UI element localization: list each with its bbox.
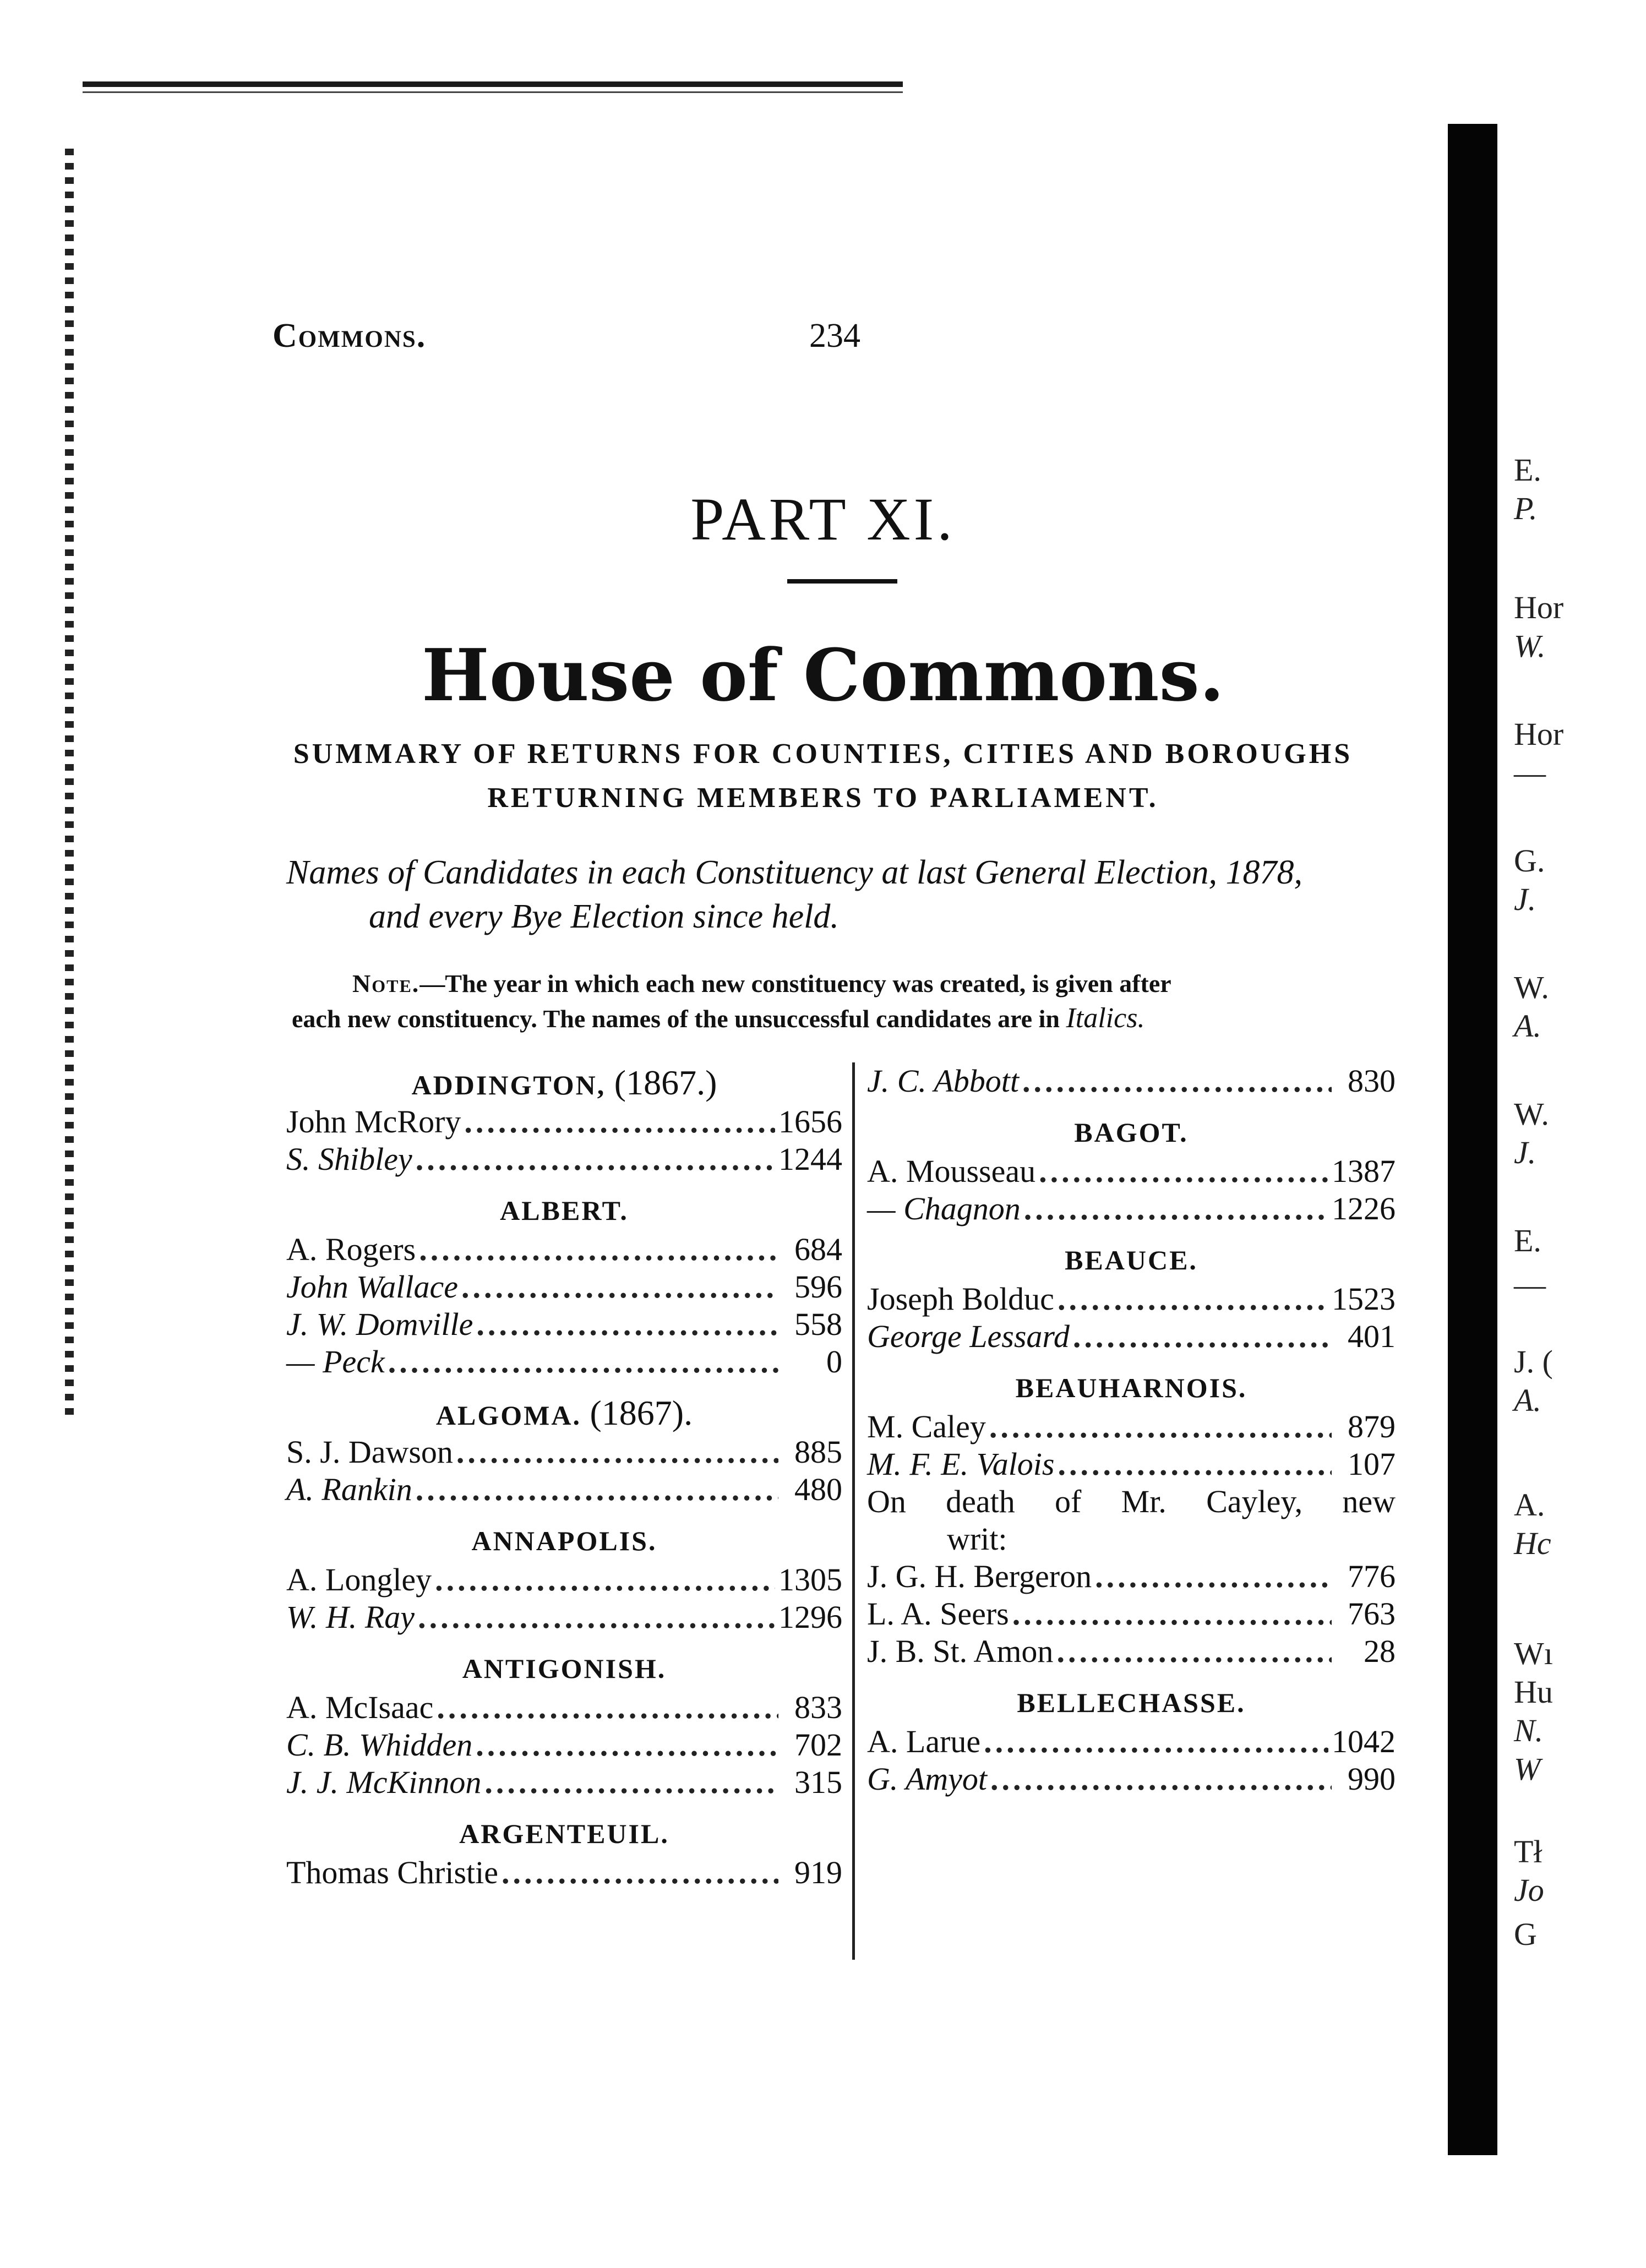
candidate-row: A. Longley ..... 1305 bbox=[286, 1561, 842, 1599]
margin-fragment: A. bbox=[1514, 1008, 1541, 1044]
margin-fragment: Hc bbox=[1514, 1525, 1551, 1561]
constituency-heading: BAGOT. bbox=[1074, 1117, 1189, 1148]
constituency-albert bbox=[286, 1190, 842, 1381]
margin-fragment: Hor bbox=[1514, 590, 1564, 625]
margin-fragment: Wı bbox=[1514, 1635, 1553, 1671]
section-title: House of Commons. bbox=[421, 633, 1225, 717]
candidate-row: A. Rogers ..... 684 bbox=[286, 1231, 842, 1268]
constituency-beauharnois bbox=[867, 1367, 1396, 1670]
margin-fragment: Tł bbox=[1514, 1834, 1543, 1869]
candidate-row: George Lessard ..... 401 bbox=[867, 1318, 1396, 1355]
candidate-row: J. C. Abbott ..... 830 bbox=[867, 1062, 1396, 1100]
margin-fragment: E. bbox=[1514, 1223, 1541, 1258]
constituency-heading: ANNAPOLIS. bbox=[471, 1525, 657, 1556]
candidate-row: A. Larue ..... 1042 bbox=[867, 1723, 1396, 1760]
constituency-annapolis bbox=[286, 1520, 842, 1636]
margin-fragment: J. bbox=[1514, 881, 1536, 917]
candidate-row: John McRory ..... 1656 bbox=[286, 1103, 842, 1141]
margin-fragment: W. bbox=[1514, 969, 1549, 1005]
candidate-row: G. Amyot ..... 990 bbox=[867, 1760, 1396, 1798]
candidate-row: S. J. Dawson ..... 885 bbox=[286, 1433, 842, 1471]
margin-fragment: Hor bbox=[1514, 716, 1564, 752]
part-title: PART XI. bbox=[690, 486, 956, 553]
page-number: 234 bbox=[809, 317, 860, 355]
candidate-row: S. Shibley ..... 1244 bbox=[286, 1141, 842, 1178]
constituency-antigonish bbox=[286, 1648, 842, 1801]
candidate-row: J. G. H. Bergeron ..... 776 bbox=[867, 1558, 1396, 1595]
top-border-rule bbox=[83, 81, 903, 87]
margin-fragment: P. bbox=[1514, 490, 1538, 526]
names-note-line-2: and every Bye Election since held. bbox=[369, 898, 839, 935]
constituency-bellechasse bbox=[867, 1682, 1396, 1798]
margin-fragment: A. bbox=[1514, 1382, 1541, 1418]
constituency-argenteuil bbox=[286, 1813, 842, 1891]
summary-heading-line-2: RETURNING MEMBERS TO PARLIAMENT. bbox=[487, 782, 1159, 814]
candidate-row: A. Mousseau ..... 1387 bbox=[867, 1153, 1396, 1190]
candidate-row: J. J. McKinnon ..... 315 bbox=[286, 1764, 842, 1801]
names-note-line-1: Names of Candidates in each Constituency at last General Election, 1878, bbox=[286, 854, 1302, 891]
candidate-row: J. B. St. Amon ..... 28 bbox=[867, 1633, 1396, 1670]
candidate-row: — Peck ..... 0 bbox=[286, 1343, 842, 1381]
candidate-row: J. W. Domville ..... 558 bbox=[286, 1306, 842, 1343]
constituency-beauce bbox=[867, 1240, 1396, 1355]
constituency-bagot bbox=[867, 1112, 1396, 1228]
margin-fragment: Hu bbox=[1514, 1674, 1553, 1710]
margin-fragment: G. bbox=[1514, 843, 1545, 879]
constituency-heading: BEAUCE. bbox=[1065, 1245, 1198, 1275]
facing-page-gutter-shadow bbox=[1448, 124, 1497, 2155]
constituency-heading: ALGOMA. (1867). bbox=[435, 1393, 693, 1432]
running-head-left: Commons. bbox=[272, 317, 427, 355]
margin-fragment: Jo bbox=[1514, 1872, 1544, 1908]
note-line-1-text: —The year in which each new constituency was created, is given after bbox=[419, 969, 1171, 997]
candidate-row: A. McIsaac ..... 833 bbox=[286, 1689, 842, 1726]
constituency-heading: BEAUHARNOIS. bbox=[1015, 1372, 1247, 1403]
margin-fragment: J. bbox=[1514, 1135, 1536, 1170]
left-column bbox=[286, 1062, 842, 1904]
candidate-row: A. Rankin ..... 480 bbox=[286, 1471, 842, 1508]
margin-fragment: E. bbox=[1514, 452, 1541, 488]
margin-fragment: W. bbox=[1514, 1096, 1549, 1132]
right-column bbox=[867, 1062, 1396, 1810]
margin-fragment: N. bbox=[1514, 1713, 1544, 1748]
top-border-rule-thin bbox=[83, 91, 903, 93]
note-line-2 bbox=[292, 1002, 1144, 1034]
candidate-row: Joseph Bolduc ..... 1523 bbox=[867, 1280, 1396, 1318]
constituency-addington bbox=[286, 1062, 842, 1178]
note-line-1 bbox=[352, 969, 1171, 998]
constituency-heading: ALBERT. bbox=[500, 1195, 629, 1226]
margin-fragment: J. ( bbox=[1514, 1344, 1553, 1380]
constituency-heading: BELLECHASSE. bbox=[1017, 1687, 1246, 1718]
title-rule bbox=[787, 579, 897, 584]
column-divider bbox=[852, 1062, 855, 1960]
constituency-heading: ADDINGTON, (1867.) bbox=[411, 1063, 717, 1102]
summary-heading-line-1: SUMMARY OF RETURNS FOR COUNTIES, CITIES AND BOROUGHS bbox=[293, 738, 1353, 770]
margin-fragment: A. bbox=[1514, 1487, 1545, 1523]
constituency-heading: ARGENTEUIL. bbox=[459, 1818, 669, 1849]
margin-fragment: G bbox=[1514, 1916, 1537, 1952]
candidate-row: M. F. E. Valois ..... 107 bbox=[867, 1446, 1396, 1483]
candidate-row: C. B. Whidden ..... 702 bbox=[286, 1726, 842, 1764]
note-italics-word: Italics. bbox=[1066, 1002, 1145, 1034]
margin-fragment: — bbox=[1514, 755, 1546, 790]
bye-election-note-line-2: writ: bbox=[947, 1521, 1007, 1557]
margin-fragment: — bbox=[1514, 1267, 1546, 1302]
note-lead: Note. bbox=[352, 969, 420, 997]
candidate-row: John Wallace ..... 596 bbox=[286, 1268, 842, 1306]
margin-fragment: W. bbox=[1514, 628, 1546, 664]
bye-election-note-line-1: On death of Mr. Cayley, new bbox=[867, 1484, 1396, 1519]
constituency-algoma bbox=[286, 1393, 842, 1508]
constituency-heading: ANTIGONISH. bbox=[462, 1653, 667, 1684]
note-line-2-text: each new constituency. The names of the unsuccessful candidates are in bbox=[292, 1005, 1060, 1033]
candidate-row: Thomas Christie ..... 919 bbox=[286, 1854, 842, 1891]
margin-fragment: W bbox=[1514, 1751, 1541, 1787]
candidate-row: W. H. Ray ..... 1296 bbox=[286, 1599, 842, 1636]
candidate-row: L. A. Seers ..... 763 bbox=[867, 1595, 1396, 1633]
argenteuil-continued bbox=[867, 1062, 1396, 1100]
candidate-row: M. Caley ..... 879 bbox=[867, 1408, 1396, 1446]
candidate-row: — Chagnon ..... 1226 bbox=[867, 1190, 1396, 1228]
